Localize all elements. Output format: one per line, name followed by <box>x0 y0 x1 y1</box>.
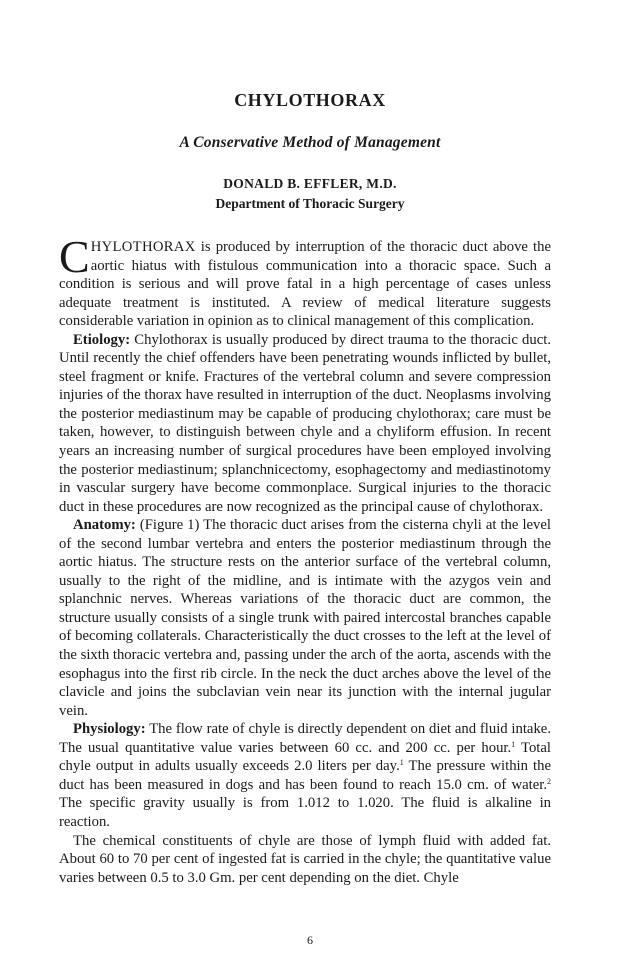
chemical-text: The chemical constituents of chyle are those of lymph fluid with added fat. About 60 to 70 per cent of ingested fat is carried in the chyle; the quantitative value varies between 0.5 to 3.0 Gm. per cent depending on the diet. Chyle <box>59 832 551 886</box>
author-name: DONALD B. EFFLER, M.D. <box>223 176 397 191</box>
physiology-text-4: The specific gravity usually is from 1.012 to 1.020. The fluid is alkaline in reaction. <box>59 795 551 830</box>
intro-paragraph <box>59 231 551 331</box>
physiology-paragraph <box>59 720 551 831</box>
etiology-heading: Etiology: <box>73 331 131 348</box>
etiology-text: Chylothorax is usually produced by direct trauma to the thoracic duct. Until recently the chief offenders have been penetrating wounds inflicted by bullet, steel fragment or knife. Fractures of the vertebral column and severe compression injuries of the thorax have resulted in interruption of the duct. Neoplasms involving the posterior mediastinum may be capable of producing chylothorax; care must be taken, however, to distinguish between chyle and a chyliform effusion. In recent years an increasing number of surgical procedures have been employed involving the posterior mediastinum; splanchnicectomy, esophagectomy and mediastinotomy in vascular surgery have become commonplace. Surgical injuries to the thoracic duct in these procedures are now recognized as the principal cause of chylothorax. <box>59 331 551 515</box>
reference-mark: 2 <box>547 776 551 786</box>
physiology-text-2: Total chyle output in adults usually exceeds 2.0 liters per day. <box>59 739 551 775</box>
reference-mark: 1 <box>511 739 516 749</box>
reference-mark: 1 <box>399 758 404 768</box>
article-subtitle: A Conservative Method of Management <box>179 134 441 151</box>
anatomy-text: (Figure 1) The thoracic duct arises from the cisterna chyli at the level of the second lumbar vertebra and enters the posterior mediastinum through the aortic hiatus. The structure rests on the anterior surface of the vertebral column, usually to the right of the midline, and is intimate with the azygos vein and splanchnic nerves. Whereas variations of the thoracic duct are common, the structure usually consists of a single trunk with paired intercostal branches capable of becoming collaterals. Characteristically the duct crosses to the left at the level of the sixth thoracic vertebra and, passing under the arch of the aorta, ascends with the esophagus into the first rib circle. In the neck the duct arches above the level of the clavicle and joins the subclavian vein near its junction with the internal jugular vein. <box>59 517 551 719</box>
physiology-text-3: The pressure within the duct has been measured in dogs and has been found to reach 15.0 cm. of water. <box>59 758 551 793</box>
anatomy-heading: Anatomy: <box>73 517 136 534</box>
etiology-paragraph <box>59 331 551 516</box>
physiology-heading: Physiology: <box>73 721 146 738</box>
page-number: 6 <box>307 933 313 947</box>
drop-cap: C <box>59 231 90 282</box>
intro-text: is produced by interruption of the thoracic duct above the aortic hiatus with fistulous communication into a thoracic space. Such a condition is serious and will prove fatal in a high percentage of cases unless adequate treatment is instituted. A review of medical literature suggests considerable variation in opinion as to clinical management of this complication. <box>59 239 551 330</box>
article-body <box>59 231 551 887</box>
intro-lead-word: HYLOTHORAX <box>90 239 196 255</box>
author-department: Department of Thoracic Surgery <box>215 196 405 211</box>
anatomy-paragraph <box>59 516 551 720</box>
chemical-paragraph <box>59 832 551 888</box>
physiology-text-1: The flow rate of chyle is directly dependent on diet and fluid intake. The usual quantitative value varies between 60 cc. and 200 cc. per hour. <box>59 721 551 756</box>
article-title: CHYLOTHORAX <box>234 90 386 110</box>
